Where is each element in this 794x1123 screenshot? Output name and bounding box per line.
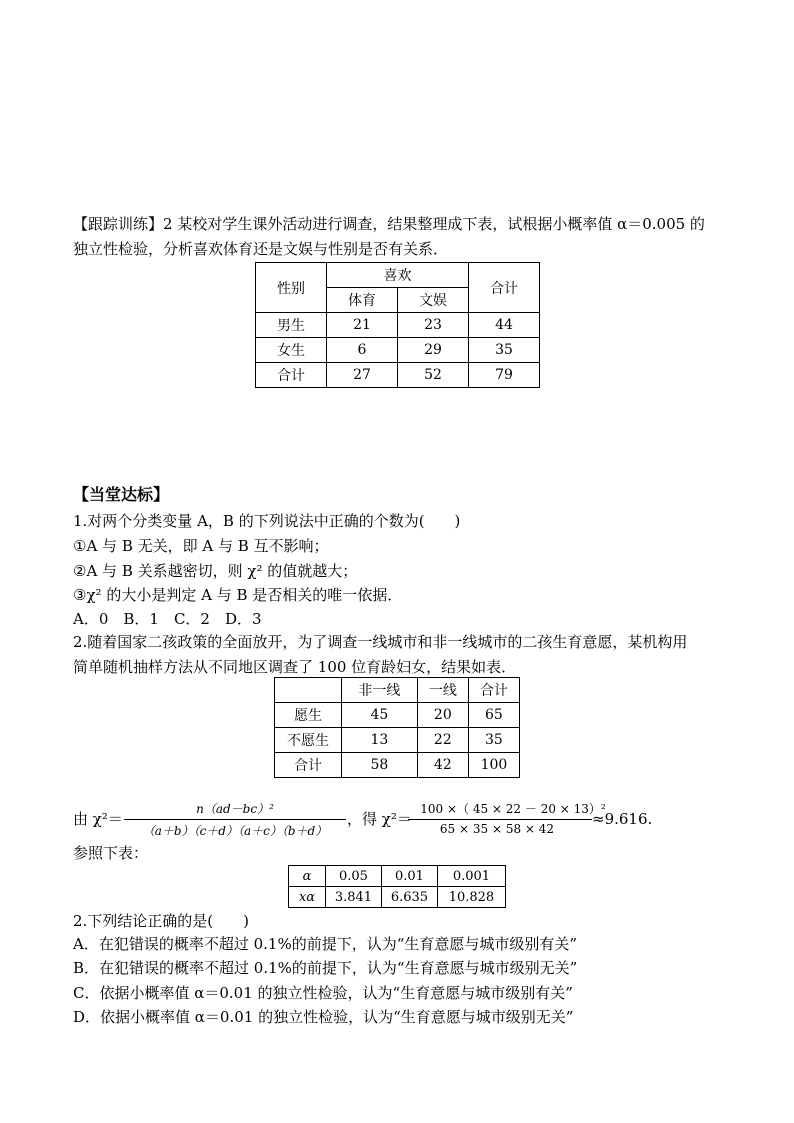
q1-statement-3: ③χ² 的大小是判定 A 与 B 是否相关的唯一依据． [73,586,403,604]
header-total: 合计 [468,678,519,703]
cell: 6 [327,338,398,363]
cell: 22 [417,728,468,753]
q2b-option-c: C．依据小概率值 α＝0.01 的独立性检验，认为“生育意愿与城市级别有关” [73,984,573,1002]
formula-prefix: 由 χ²＝ [73,810,123,828]
q2b-option-d: D．依据小概率值 α＝0.01 的独立性检验，认为“生育意愿与城市级别无关” [73,1008,574,1026]
cell: 13 [342,728,418,753]
city-table [274,677,520,778]
section-title: 【当堂达标】 [73,485,170,504]
cell: 65 [468,703,519,728]
table-row [275,703,520,728]
cell: 10.828 [437,887,505,908]
followup-line-1: 【跟踪训练】2 某校对学生课外活动进行调查，结果整理成下表，试根据小概率值 α＝0.005 的 [73,215,705,233]
header-ent: 文娱 [398,288,469,313]
header-nonfirst: 非一线 [342,678,418,703]
q2-line-2: 简单随机抽样方法从不同地区调查了 100 位育龄妇女，结果如表． [73,658,517,676]
critical-value-table [288,865,506,908]
cell: 35 [468,728,519,753]
row-label: 男生 [256,313,327,338]
row-label: 愿生 [275,703,342,728]
cell: 29 [398,338,469,363]
table-row [256,363,540,388]
fraction-bar-2 [408,819,592,820]
cell: 0.001 [437,866,505,887]
formula-numerator-1: n（ad－bc）² [196,802,274,816]
cell: 21 [327,313,398,338]
reference-label: 参照下表： [73,844,149,862]
cell: 44 [469,313,540,338]
q1-statement-1: ①A 与 B 无关，即 A 与 B 互不影响； [73,537,329,555]
formula-result: ≈9.616. [592,810,653,828]
alpha-label: α [289,866,326,887]
cell: 52 [398,363,469,388]
q1-stem: 1.对两个分类变量 A，B 的下列说法中正确的个数为( ) [73,512,461,530]
cell: 58 [342,753,418,778]
q2b-stem: 2.下列结论正确的是( ) [73,912,250,930]
row-label: 不愿生 [275,728,342,753]
q2b-option-b: B．在犯错误的概率不超过 0.1%的前提下，认为“生育意愿与城市级别无关” [73,959,578,977]
followup-line-2: 独立性检验，分析喜欢体育还是文娱与性别是否有关系． [73,240,449,258]
cell: 0.01 [381,866,437,887]
header-sports: 体育 [327,288,398,313]
header-first: 一线 [417,678,468,703]
cell: 23 [398,313,469,338]
cell: 100 [468,753,519,778]
gender-table [255,262,540,388]
cell: 42 [417,753,468,778]
table-row [256,313,540,338]
cell: 6.635 [381,887,437,908]
corner-cell [275,678,342,703]
table-row [289,887,506,908]
row-label: 合计 [275,753,342,778]
formula-denominator-1: （a＋b）（c＋d）（a＋c）（b＋d） [142,824,328,838]
q1-statement-2: ②A 与 B 关系越密切，则 χ² 的值就越大； [73,562,358,580]
table-row [256,338,540,363]
formula-denominator-2: 65 × 35 × 58 × 42 [439,822,555,836]
cell: 3.841 [326,887,382,908]
q2-line-1: 2.随着国家二孩政策的全面放开，为了调查一线城市和非一线城市的二孩生育意愿，某机构用 [73,633,688,651]
fraction-bar-1 [124,819,346,820]
row-label: 女生 [256,338,327,363]
cell: 20 [417,703,468,728]
formula-numerator-2: 100 ×（ 45 × 22 － 20 × 13）² [420,802,606,816]
x-label: xα [289,887,326,908]
cell: 45 [342,703,418,728]
header-gender: 性别 [256,263,327,313]
header-total: 合计 [469,263,540,313]
cell: 79 [469,363,540,388]
q1-options: A．0 B．1 C．2 D．3 [73,610,262,628]
table-row [289,866,506,887]
table-row [275,753,520,778]
cell: 27 [327,363,398,388]
header-like: 喜欢 [327,263,469,288]
q2b-option-a: A．在犯错误的概率不超过 0.1%的前提下，认为“生育意愿与城市级别有关” [73,935,578,953]
cell: 0.05 [326,866,382,887]
table-row [275,728,520,753]
row-label: 合计 [256,363,327,388]
formula-mid: ，得 χ²＝ [347,810,412,828]
cell: 35 [469,338,540,363]
